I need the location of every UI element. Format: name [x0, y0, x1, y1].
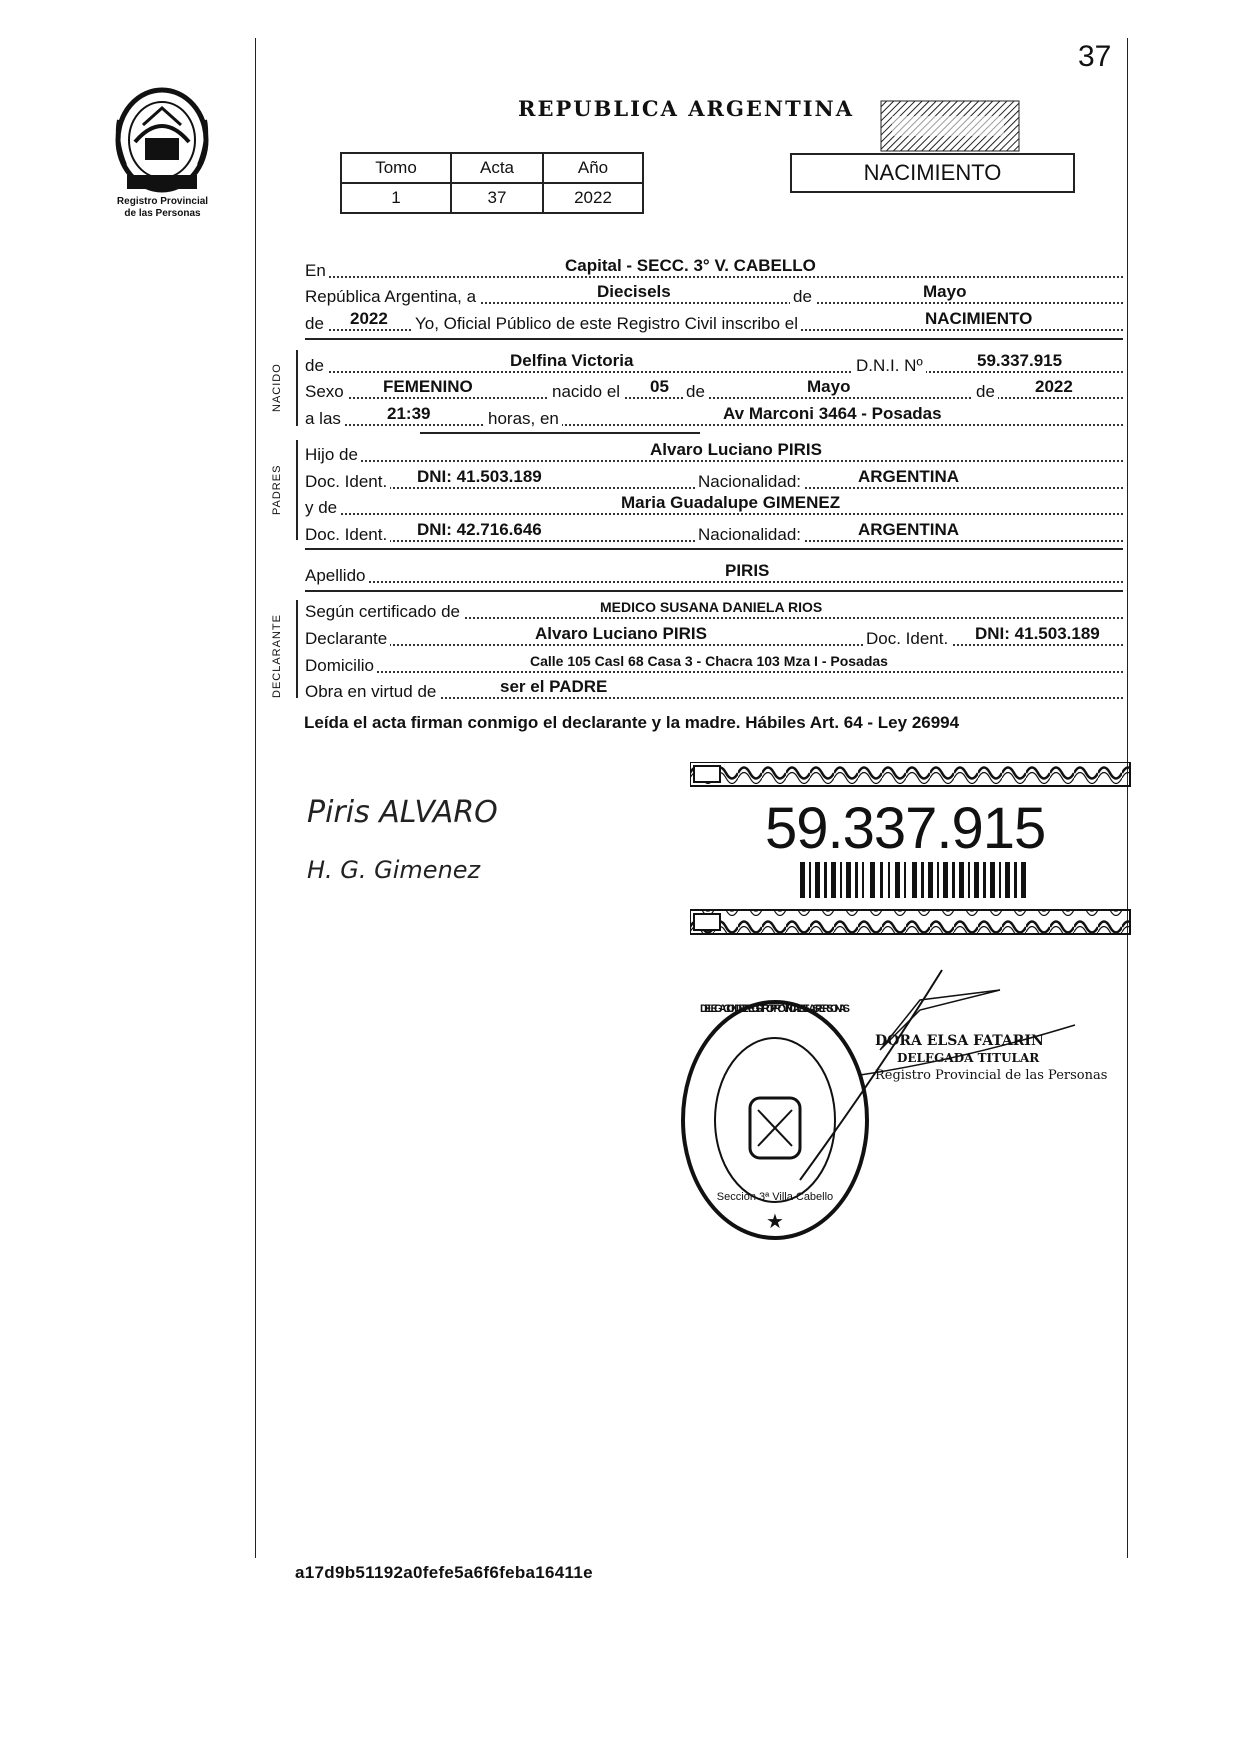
officer-name: DORA ELSA FATARIN [875, 1033, 1044, 1049]
nacido-nombre-value: Delfina Victoria [510, 351, 634, 370]
registry-caption-line1: Registro Provincial [116, 196, 209, 207]
nacido-sexo-row [305, 378, 1123, 402]
apellido-row [305, 562, 1123, 586]
certificado-row [305, 598, 1123, 622]
declarante-value: Alvaro Luciano PIRIS [535, 624, 707, 643]
nacido-dia-value: 05 [650, 377, 669, 396]
barcode-icon [800, 862, 1026, 898]
certificado-label: Según certificado de [305, 602, 463, 622]
nacido-nombre-row [305, 352, 1123, 376]
padre-doc-value: DNI: 41.503.189 [417, 467, 542, 486]
declarante-label: Declarante [305, 629, 390, 649]
obra-value: ser el PADRE [500, 677, 608, 696]
left-margin-rule [255, 38, 256, 1558]
madre-value: Maria Guadalupe GIMENEZ [621, 493, 841, 512]
nacido-mes-value: Mayo [807, 377, 851, 396]
section-divider [305, 548, 1123, 550]
padres-section-label: PADRES [271, 464, 283, 515]
nacido-section-label: NACIDO [271, 363, 283, 412]
nacido-bracket [296, 350, 300, 426]
en-label: En [305, 261, 329, 281]
apellido-label: Apellido [305, 566, 369, 586]
certificado-value: MEDICO SUSANA DANIELA RIOS [600, 599, 823, 615]
registry-caption [95, 196, 230, 220]
document-hash: a17d9b51192a0fefe5a6f6feba16411e [295, 1563, 593, 1582]
official-seal-icon [680, 950, 1080, 1250]
nacido-hora-row [305, 405, 1123, 429]
table-header-acta: Acta [451, 153, 543, 183]
section-divider [305, 590, 1123, 592]
svg-text:★: ★ [766, 1211, 784, 1233]
de2-label: de [305, 314, 327, 334]
nacido-de-label2: de [683, 382, 708, 402]
alas-label: a las [305, 409, 344, 429]
en-row [305, 257, 1123, 281]
padres-bracket [296, 440, 300, 540]
nacido-anio-value: 2022 [1035, 377, 1073, 396]
seal-outer-text: DELEGACION DEL REGISTRO PROVINCIAL DE LAS PERSONAS [700, 1003, 850, 1015]
table-header-anio: Año [543, 153, 643, 183]
act-type-box: NACIMIENTO [790, 153, 1075, 193]
domicilio-label: Domicilio [305, 656, 377, 676]
nacido-de-label3: de [973, 382, 998, 402]
seal-inner-text: Sección 3ª Villa Cabello [716, 1191, 834, 1203]
closing-statement: Leída el acta firman conmigo el declarante y la madre. Hábiles Art. 64 - Ley 26994 [304, 713, 960, 732]
y-de-label: y de [305, 498, 340, 518]
table-header-tomo: Tomo [341, 153, 451, 183]
dni-sticker-number: 59.337.915 [765, 796, 1046, 861]
signature-line2: H. G. Gimenez [307, 856, 481, 884]
page-title: REPUBLICA ARGENTINA [518, 96, 855, 121]
table-header-row [341, 153, 643, 183]
table-row [341, 183, 643, 213]
padre-doc-label: Doc. Ident. [305, 472, 390, 492]
dni-value: 59.337.915 [977, 351, 1063, 370]
republica-label: República Argentina, a [305, 287, 479, 307]
obra-row [305, 678, 1123, 702]
officer-title: DELEGADA TITULAR [897, 1051, 1040, 1065]
hijo-de-row [305, 441, 1123, 465]
padre-nac-label: Nacionalidad: [695, 472, 804, 492]
apellido-value: PIRIS [725, 561, 770, 580]
inscribo-value: NACIMIENTO [925, 309, 1033, 328]
declarante-row [305, 625, 1123, 649]
page-number: 37 [1078, 40, 1112, 73]
padre-value: Alvaro Luciano PIRIS [650, 440, 822, 459]
registry-emblem-icon [105, 80, 220, 195]
section-divider [305, 338, 1123, 340]
officer-block [875, 1033, 1107, 1084]
madre-nac-value: ARGENTINA [858, 520, 960, 539]
madre-nac-label: Nacionalidad: [695, 525, 804, 545]
tomo-acta-anio-table [340, 152, 644, 214]
officer-office: Registro Provincial de las Personas [875, 1068, 1108, 1083]
horas-en-label: horas, en [485, 409, 562, 429]
madre-doc-label: Doc. Ident. [305, 525, 390, 545]
dia-value: Diecisels [597, 282, 671, 301]
registry-caption-line2: de las Personas [124, 208, 201, 219]
mes-value: Mayo [923, 282, 967, 301]
anio-value: 2022 [350, 309, 388, 328]
sexo-value: FEMENINO [383, 377, 473, 396]
section-divider [420, 432, 700, 434]
hora-value: 21:39 [387, 404, 431, 423]
domicilio-value: Calle 105 Casl 68 Casa 3 - Chacra 103 Mza I - Posadas [530, 653, 888, 669]
y-de-row [305, 494, 1123, 518]
obra-label: Obra en virtud de [305, 682, 439, 702]
inscribo-row [305, 310, 1123, 334]
declarante-bracket [296, 600, 300, 698]
hijo-de-label: Hijo de [305, 445, 361, 465]
table-cell-acta: 37 [451, 183, 543, 213]
declarante-section-label: DECLARANTE [271, 614, 283, 698]
padre-doc-row [305, 468, 1123, 492]
madre-doc-value: DNI: 42.716.646 [417, 520, 542, 539]
madre-doc-row [305, 521, 1123, 545]
fecha-row [305, 283, 1123, 307]
dni-label: D.N.I. Nº [853, 356, 926, 376]
handwritten-signatures [305, 790, 565, 900]
oficial-text: Yo, Oficial Público de este Registro Civil inscribo el [412, 314, 801, 334]
hatched-stamp-icon [880, 100, 1020, 152]
lugar-value: Av Marconi 3464 - Posadas [723, 404, 942, 423]
nacido-el-label: nacido el [549, 382, 623, 402]
nacido-de-label: de [305, 356, 327, 376]
de-label: de [790, 287, 815, 307]
en-value: Capital - SECC. 3° V. CABELLO [565, 256, 816, 275]
table-cell-anio: 2022 [543, 183, 643, 213]
padre-nac-value: ARGENTINA [858, 467, 960, 486]
declarante-doc-label: Doc. Ident. [863, 629, 951, 649]
domicilio-row [305, 652, 1123, 676]
table-cell-tomo: 1 [341, 183, 451, 213]
declarante-doc-value: DNI: 41.503.189 [975, 624, 1100, 643]
signature-line1: Piris ALVARO [307, 795, 498, 830]
sexo-label: Sexo [305, 382, 347, 402]
